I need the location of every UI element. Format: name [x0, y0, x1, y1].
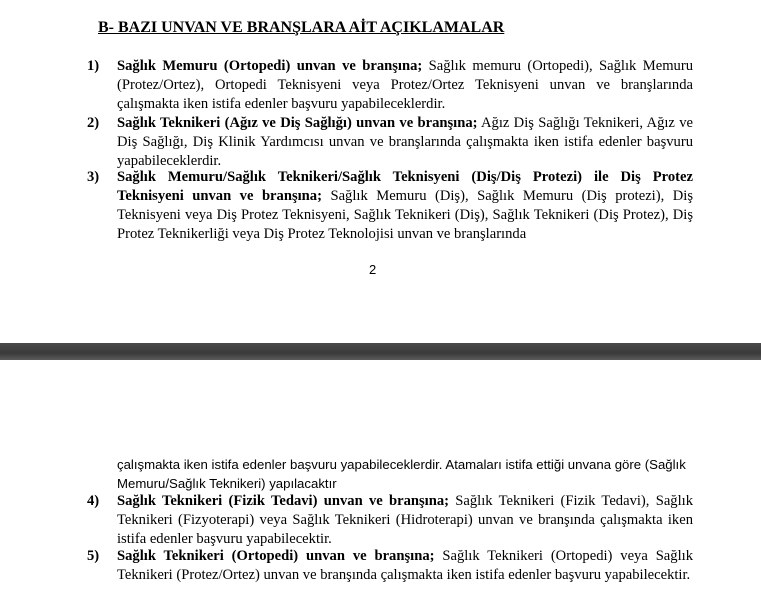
page-divider [0, 343, 761, 360]
item-number: 1) [87, 58, 100, 74]
item-body: Ağız Diş Sağlığı Teknikeri, Ağız ve Diş Sağlığı, Diş Klinik Yardımcısı unvan ve branşlarında çalışmakta iken istifa edenler başvuru yapabileceklerdir. [117, 115, 693, 169]
continuation-text: çalışmakta iken istifa edenler başvuru yapabileceklerdir. Atamaları istifa ettiği unvana göre (Sağlık Memuru/Sağlık Teknikeri) yapılacaktır [117, 457, 686, 491]
item-text [117, 114, 693, 171]
page-number: 2 [369, 262, 377, 277]
item-number: 3) [87, 169, 100, 185]
item-number: 2) [87, 115, 100, 131]
item-title: Sağlık Teknikeri (Ağız ve Diş Sağlığı) unvan ve branşına; [117, 115, 478, 131]
list-item-2 [87, 114, 693, 171]
section-heading: B- BAZI UNVAN VE BRANŞLARA AİT AÇIKLAMALAR [98, 19, 505, 36]
list-item-1 [87, 57, 693, 114]
item-text [117, 547, 693, 585]
item-title: Sağlık Teknikeri (Ortopedi) unvan ve branşına; [117, 548, 435, 564]
item-text [117, 168, 693, 244]
list-item-5 [87, 547, 693, 585]
item-title: Sağlık Teknikeri (Fizik Tedavi) unvan ve branşına; [117, 493, 450, 509]
item-title: Sağlık Memuru (Ortopedi) unvan ve branşına; [117, 58, 423, 74]
item-number: 5) [87, 548, 100, 564]
item-title: Sağlık Memuru/Sağlık Teknikeri/Sağlık Teknisyeni (Diş/Diş Protezi) ile Diş Protez Teknisyeni unvan ve branşına; [117, 169, 693, 204]
item-number: 4) [87, 493, 100, 509]
item-body: Sağlık memuru (Ortopedi), Sağlık Memuru (Protez/Ortez), Ortopedi Teknisyeni veya Protez/Ortez Teknisyeni unvan ve branşlarında çalışmakta iken istifa edenler başvuru yapabileceklerdir. [117, 58, 693, 112]
list-item-4 [87, 492, 693, 549]
list-item-3 [87, 168, 693, 244]
item-body: Sağlık Memuru (Diş), Sağlık Memuru (Diş protezi), Diş Teknisyeni veya Diş Protez Teknisyeni, Sağlık Teknikeri (Diş), Sağlık Teknikeri (Diş Protez), Diş Protez Teknikerliği veya Diş Protez Teknolojisi unvan ve branşlarında [117, 188, 693, 242]
item-body: Sağlık Teknikeri (Fizik Tedavi), Sağlık Teknikeri (Fizyoterapi) veya Sağlık Teknikeri (Hidroterapi) unvan ve branşında çalışmakta iken istifa edenler başvuru yapabilecektir. [117, 493, 693, 547]
item-body: Sağlık Teknikeri (Ortopedi) veya Sağlık Teknikeri (Protez/Ortez) unvan ve branşında çalışmakta iken istifa edenler başvuru yapabilecektir. [117, 548, 693, 583]
item-text [117, 57, 693, 114]
item-text [117, 492, 693, 549]
